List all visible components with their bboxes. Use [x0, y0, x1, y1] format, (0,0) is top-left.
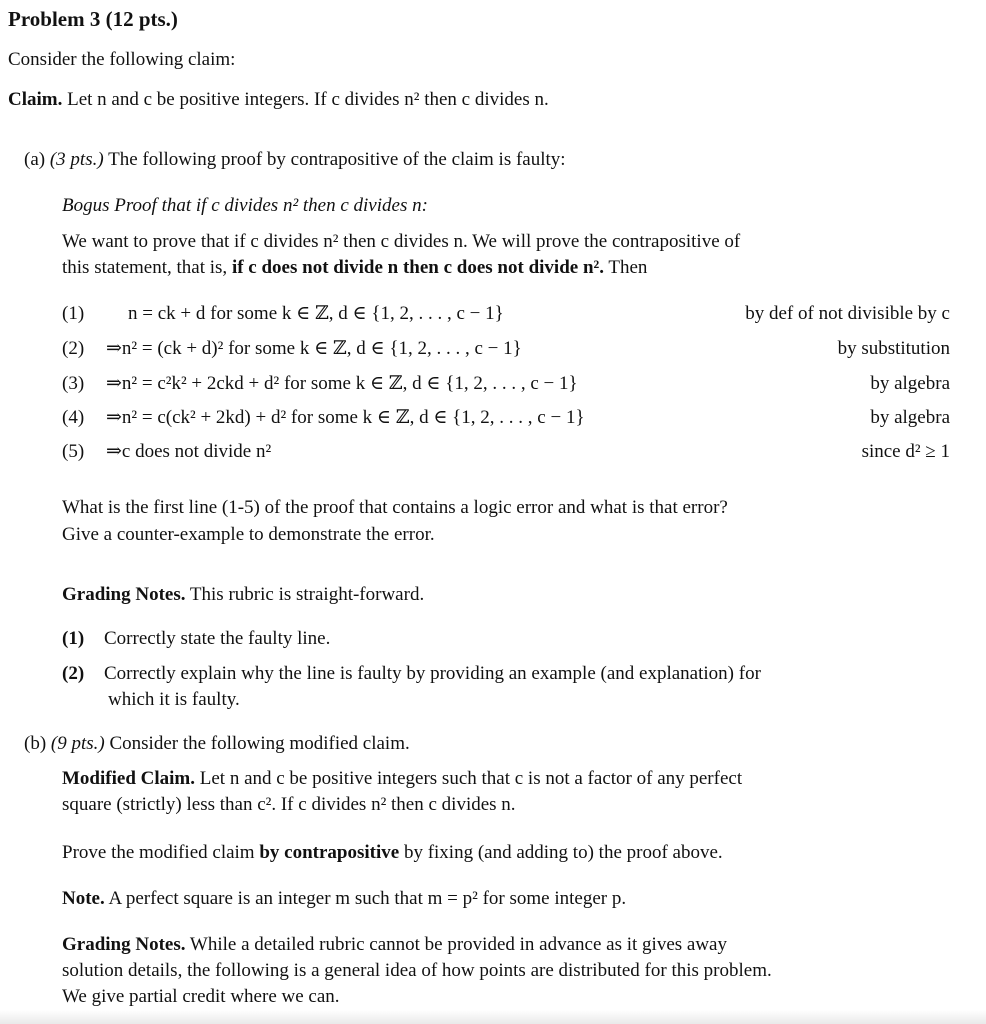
bogus-proof-title: Bogus Proof that if c divides n² then c divides n: [62, 195, 428, 216]
question-line1: What is the first line (1-5) of the proof that contains a logic error and what is that error? [62, 497, 728, 518]
step-2-expr: ⇒n² = (ck + d)² for some k ∈ ℤ, d ∈ {1, 2, . . . , c − 1} [106, 338, 522, 359]
note-text: A perfect square is an integer m such that m = p² for some integer p. [108, 888, 627, 909]
prove-instruction: Prove the modified claim by contrapositive by fixing (and adding to) the proof above. [62, 842, 723, 863]
step-4-reason: by algebra [870, 407, 950, 428]
claim-text: Let n and c be positive integers. If c divides n² then c divides n. [67, 89, 549, 110]
grading-label: Grading Notes. [62, 584, 186, 605]
part-b-grading-line3: We give partial credit where we can. [62, 986, 340, 1007]
claim [8, 86, 549, 113]
part-b-grading-line2: solution details, the following is a general idea of how points are distributed for this problem. [62, 960, 772, 981]
modified-claim-label: Modified Claim. [62, 768, 195, 789]
problem-title: Problem 3 (12 pts.) [8, 7, 178, 31]
part-b-grading-label: Grading Notes. [62, 934, 186, 955]
rubric-2-line1: Correctly explain why the line is faulty by providing an example (and explanation) for [104, 663, 761, 684]
claim-label: Claim. [8, 89, 63, 110]
question-line2: Give a counter-example to demonstrate the error. [62, 524, 435, 545]
by-contrapositive: by contrapositive [259, 842, 400, 863]
grading-text: This rubric is straight-forward. [189, 584, 425, 605]
proof-para-line1: We want to prove that if c divides n² then c divides n. We will prove the contrapositive of [62, 231, 741, 252]
rubric-2-num: (2) [62, 663, 85, 684]
part-b-text: Consider the following modified claim. [109, 733, 410, 754]
step-3-reason: by algebra [870, 373, 950, 394]
page-bottom-edge [0, 1010, 986, 1024]
step-2-reason: by substitution [837, 338, 950, 359]
rubric-1-num: (1) [62, 628, 85, 649]
part-a-points: (3 pts.) [49, 149, 104, 170]
step-4-expr: ⇒n² = c(ck² + 2kd) + d² for some k ∈ ℤ, d ∈ {1, 2, . . . , c − 1} [106, 407, 585, 428]
modified-claim-line1: Modified Claim. Let n and c be positive integers such that c is not a factor of any perfect [62, 768, 743, 789]
step-1-reason: by def of not divisible by c [745, 303, 950, 324]
note [62, 885, 626, 912]
step-5-num: (5) [62, 441, 85, 462]
rubric-1-text: Correctly state the faulty line. [104, 628, 331, 649]
modified-claim-line2: square (strictly) less than c². If c divides n² then c divides n. [62, 794, 516, 815]
step-4-num: (4) [62, 407, 85, 428]
step-1-expr: n = ck + d for some k ∈ ℤ, d ∈ {1, 2, . . . , c − 1} [128, 303, 504, 324]
rubric-2-line2: which it is faulty. [108, 689, 240, 710]
step-2-num: (2) [62, 338, 85, 359]
step-1-num: (1) [62, 303, 85, 324]
contrapositive-statement: if c does not divide n then c does not divide n². [231, 257, 604, 278]
part-b-label: (b) [24, 733, 47, 754]
step-3-num: (3) [62, 373, 85, 394]
step-3-expr: ⇒n² = c²k² + 2ckd + d² for some k ∈ ℤ, d ∈ {1, 2, . . . , c − 1} [106, 373, 578, 394]
part-a-header [24, 146, 566, 173]
part-b-header [24, 730, 410, 757]
step-5-reason: since d² ≥ 1 [861, 441, 950, 462]
part-b-points: (9 pts.) [50, 733, 105, 754]
step-5-expr: ⇒c does not divide n² [106, 441, 272, 462]
part-a-text: The following proof by contrapositive of the claim is faulty: [108, 149, 566, 170]
part-b-grading-line1: Grading Notes. While a detailed rubric cannot be provided in advance as it gives away [62, 934, 727, 955]
part-a-grading-notes [62, 581, 424, 608]
note-label: Note. [62, 888, 105, 909]
proof-para-line2: this statement, that is, if c does not divide n then c does not divide n². Then [62, 257, 648, 278]
part-a-label: (a) [24, 149, 46, 170]
intro-text: Consider the following claim: [8, 49, 236, 70]
